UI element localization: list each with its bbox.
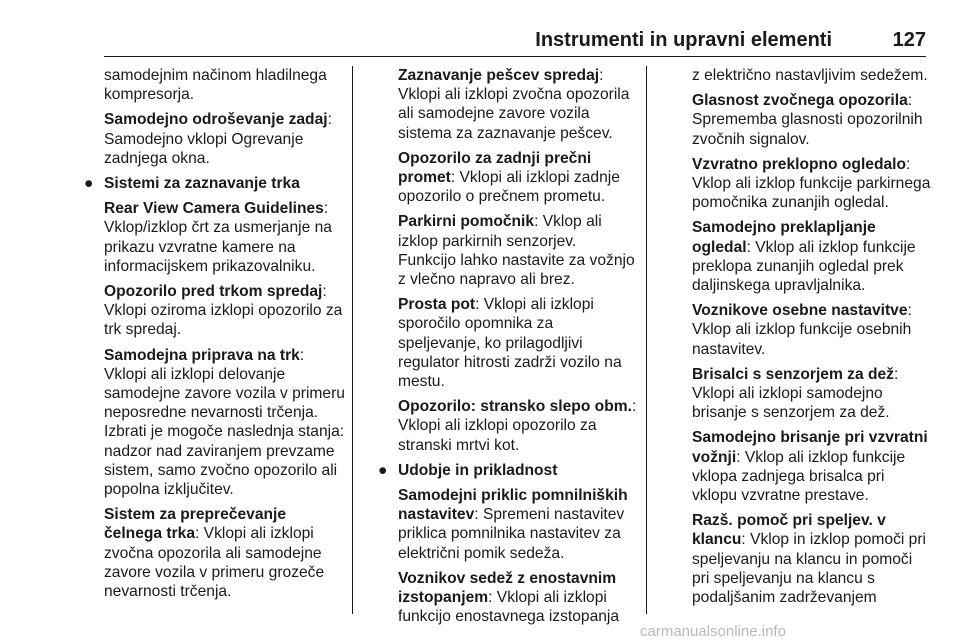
setting-description: : Spremeni nastavitev priklica pomnilnika nastavitev za električni pomik sedeža. bbox=[398, 506, 625, 562]
setting-item bbox=[104, 199, 348, 276]
setting-title: Razš. pomoč pri speljev. v klancu bbox=[692, 512, 886, 549]
paragraph: samodejnim načinom hladilnega kompresorja. bbox=[104, 67, 327, 104]
setting-description: : Samodejno vklopi Ogrevanje zadnjega okna. bbox=[104, 111, 332, 167]
setting-description: : Sprememba glasnosti opozorilnih zvočnih signalov. bbox=[692, 92, 923, 148]
setting-description: : Vklopi ali izklopi zvočna opozorila ali samodejne zavore vozila sistema za zaznavanje pešcev. bbox=[398, 67, 630, 142]
setting-description: : Vklopi ali izklopi funkcijo enostavnega izstopanja bbox=[398, 589, 620, 626]
setting-item bbox=[692, 511, 932, 607]
setting-description: : Vklopi ali izklopi zadnje opozorilo o prečnem prometu. bbox=[398, 169, 620, 206]
setting-item bbox=[104, 110, 348, 168]
setting-item bbox=[398, 397, 638, 455]
setting-description: : Vklopi ali izklopi samodejno brisanje s senzorjem za dež. bbox=[692, 365, 899, 422]
setting-title: Vzvratno preklopno ogledalo bbox=[692, 155, 907, 173]
setting-item bbox=[398, 295, 638, 391]
setting-title: Sistem za preprečevanje čelnega trka bbox=[104, 506, 287, 543]
setting-item bbox=[692, 91, 932, 149]
page-number: 127 bbox=[892, 29, 926, 51]
setting-title: Voznikov sedež z enostavnim izstopanjem bbox=[398, 569, 617, 607]
setting-title: Opozorilo za zadnji prečni promet bbox=[398, 149, 592, 187]
setting-title: Samodejni priklic pomnilniških nastavitev bbox=[398, 487, 628, 524]
setting-item bbox=[398, 569, 638, 627]
bullet-icon: ● bbox=[378, 461, 388, 479]
setting-description: : Vklopi ali izklopi zvočna opozorila ali samodejne zavore vozila v primeru grozeče nevarnosti trčenja. bbox=[104, 525, 325, 601]
setting-item bbox=[398, 486, 638, 563]
setting-item bbox=[104, 282, 348, 340]
setting-title: Brisalci s senzorjem za dež bbox=[692, 365, 894, 383]
setting-item bbox=[398, 149, 638, 207]
bullet-icon: ● bbox=[84, 175, 94, 193]
setting-description: : Vklop ali izklop parkirnih senzorjev. Funkcijo lahko nastavite za vožnjo z vlečno napravo ali brez. bbox=[398, 213, 635, 289]
setting-description: : Vklopi ali izklopi sporočilo opomnika za speljevanje, ko prilagodljivi regulator hitrosti zadrži vozilo na mestu. bbox=[398, 296, 622, 391]
setting-item bbox=[398, 212, 638, 289]
section-heading: ● Udobje in prikladnost bbox=[378, 461, 558, 479]
setting-description: : Vklopi ali izklopi opozorilo za stranski mrtvi kot. bbox=[398, 398, 637, 454]
setting-description: : Vklop in izklop pomoči pri speljevanju na klancu in pomoči pri speljevanju na klancu s podaljšanim zadrževanjem bbox=[692, 531, 927, 607]
setting-item bbox=[104, 505, 348, 601]
setting-item bbox=[692, 365, 932, 423]
setting-description: : Vklop ali izklop funkcije vklopa zadnjega brisalca pri vklopu vzvratne prestave. bbox=[692, 448, 906, 505]
setting-item bbox=[692, 155, 932, 213]
column-3 bbox=[692, 66, 932, 613]
setting-title: Opozorilo: stransko slepo obm. bbox=[398, 398, 632, 416]
column-2 bbox=[378, 66, 638, 632]
setting-title: Samodejno odroševanje zadaj bbox=[104, 111, 328, 129]
setting-title: Samodejno preklapljanje ogledal bbox=[692, 219, 876, 256]
header-divider bbox=[104, 56, 926, 57]
paragraph: z električno nastavljivim sedežem. bbox=[692, 67, 928, 84]
page-header bbox=[0, 0, 960, 56]
watermark: carmanualsonline.info bbox=[640, 623, 786, 640]
setting-description: : Vklopi oziroma izklopi opozorilo za trk spredaj. bbox=[104, 283, 343, 339]
setting-title: Samodejno brisanje pri vzvratni vožnji bbox=[692, 429, 928, 466]
setting-description: : Vklop ali izklop funkcije osebnih nastavitev. bbox=[692, 302, 912, 358]
setting-item bbox=[104, 346, 348, 500]
setting-item bbox=[692, 218, 932, 295]
setting-item bbox=[692, 301, 932, 359]
setting-description: : Vklopi ali izklopi delovanje samodejne zavore vozila v primeru neposredne nevarnosti trčenja. Izbrati je mogoče naslednja stanja: nadzor nad zaviranjem prevzame sistem, samo zvočno opozorilo ali popolna izključitev. bbox=[104, 346, 345, 499]
column-1 bbox=[84, 66, 348, 607]
setting-item bbox=[398, 66, 638, 143]
column-divider-1 bbox=[352, 66, 353, 614]
setting-title: Rear View Camera Guidelines bbox=[104, 200, 324, 218]
setting-title: Voznikove osebne nastavitve bbox=[692, 302, 908, 320]
section-heading: ● Sistemi za zaznavanje trka bbox=[84, 175, 300, 193]
column-divider-2 bbox=[646, 66, 647, 614]
setting-title: Zaznavanje pešcev spredaj bbox=[398, 67, 600, 84]
setting-description: : Vklop/izklop črt za usmerjanje na prikazu vzvratne kamere na informacijskem prikazovalniku. bbox=[104, 200, 332, 275]
setting-item bbox=[692, 428, 932, 505]
setting-description: : Vklop ali izklop funkcije parkirnega pomočnika zunanjih ogledal. bbox=[692, 155, 931, 212]
setting-description: : Vklop ali izklop funkcije preklopa zunanjih ogledal prek daljinskega upravljalnika. bbox=[692, 238, 916, 295]
setting-title: Opozorilo pred trkom spredaj bbox=[104, 283, 323, 301]
setting-title: Parkirni pomočnik bbox=[398, 213, 535, 231]
setting-title: Samodejna priprava na trk bbox=[104, 346, 300, 364]
page-title: Instrumenti in upravni elementi bbox=[535, 29, 832, 51]
setting-title: Glasnost zvočnega opozorila bbox=[692, 92, 908, 110]
setting-title: Prosta pot bbox=[398, 296, 476, 314]
